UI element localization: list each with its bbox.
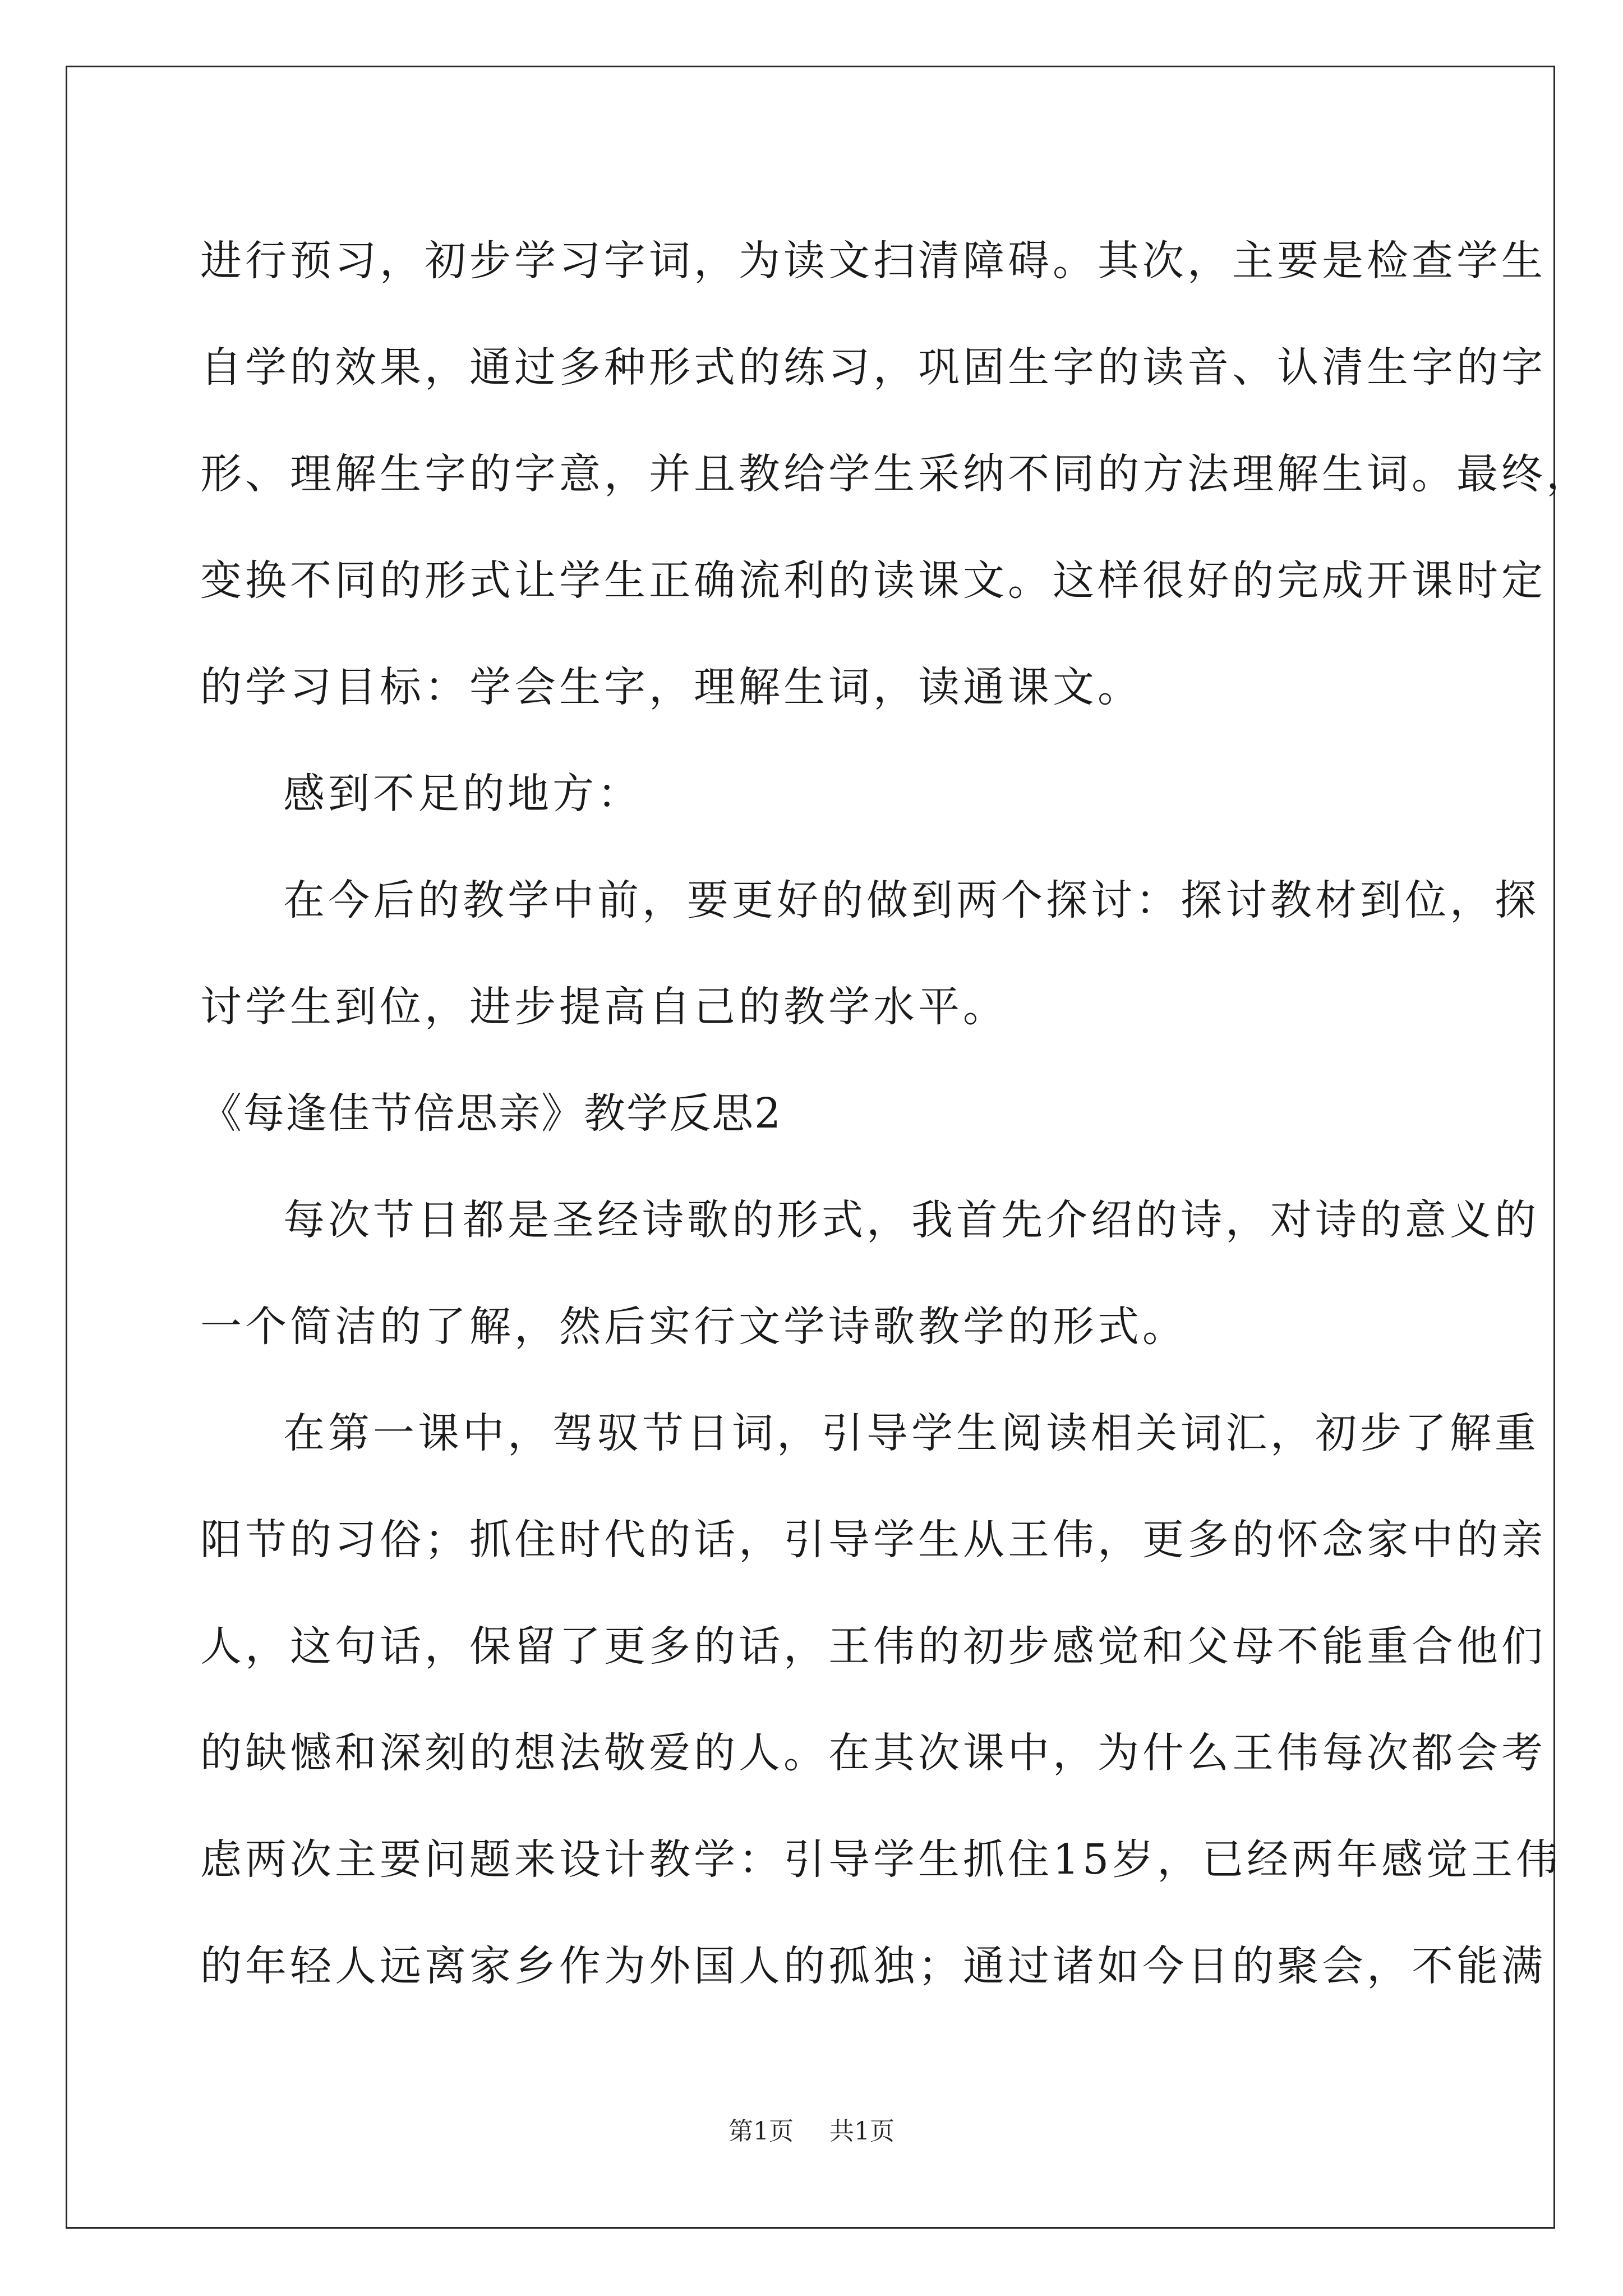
body-line-7: 在今后的教学中前，要更好的做到两个探讨：探讨教材到位，探 [283,876,1539,924]
body-line-2: 自学的效果，通过多种形式的练习，巩固生字的读音、认清生字的字 [200,343,1546,392]
body-line-8: 讨学生到位，进步提高自己的教学水平。 [200,983,1008,1031]
subheading-shortcomings: 感到不足的地方： [283,770,642,818]
body-line-5: 的学习目标：学会生字，理解生词，读通课文。 [200,663,1142,711]
page-number: 第1页 [728,2117,794,2146]
section-title: 《每逢佳节倍思亲》教学反思2 [200,1089,782,1138]
body-line-16: 虑两次主要问题来设计教学：引导学生抓住15岁，已经两年感觉王伟 [200,1835,1561,1884]
body-line-4: 变换不同的形式让学生正确流利的读课文。这样很好的完成开课时定 [200,556,1546,605]
page-footer [0,2115,1623,2148]
page-total: 共1页 [829,2117,895,2146]
body-line-15: 的缺憾和深刻的想法敬爱的人。在其次课中，为什么王伟每次都会考 [200,1729,1546,1777]
body-line-10: 每次节日都是圣经诗歌的形式，我首先介绍的诗，对诗的意义的 [283,1196,1539,1244]
document-body [200,208,1591,2019]
body-line-3: 形、理解生字的字意，并且教给学生采纳不同的方法理解生词。最终， [200,450,1591,498]
body-line-12: 在第一课中，驾驭节日词，引导学生阅读相关词汇，初步了解重 [283,1409,1539,1457]
body-line-17: 的年轻人远离家乡作为外国人的孤独；通过诸如今日的聚会，不能满 [200,1942,1546,1990]
body-line-1: 进行预习，初步学习字词，为读文扫清障碍。其次，主要是检查学生 [200,237,1546,285]
body-line-13: 阳节的习俗；抓住时代的话，引导学生从王伟，更多的怀念家中的亲 [200,1516,1546,1564]
body-line-14: 人，这句话，保留了更多的话，王伟的初步感觉和父母不能重合他们 [200,1622,1546,1671]
body-line-11: 一个简洁的了解，然后实行文学诗歌教学的形式。 [200,1303,1187,1351]
